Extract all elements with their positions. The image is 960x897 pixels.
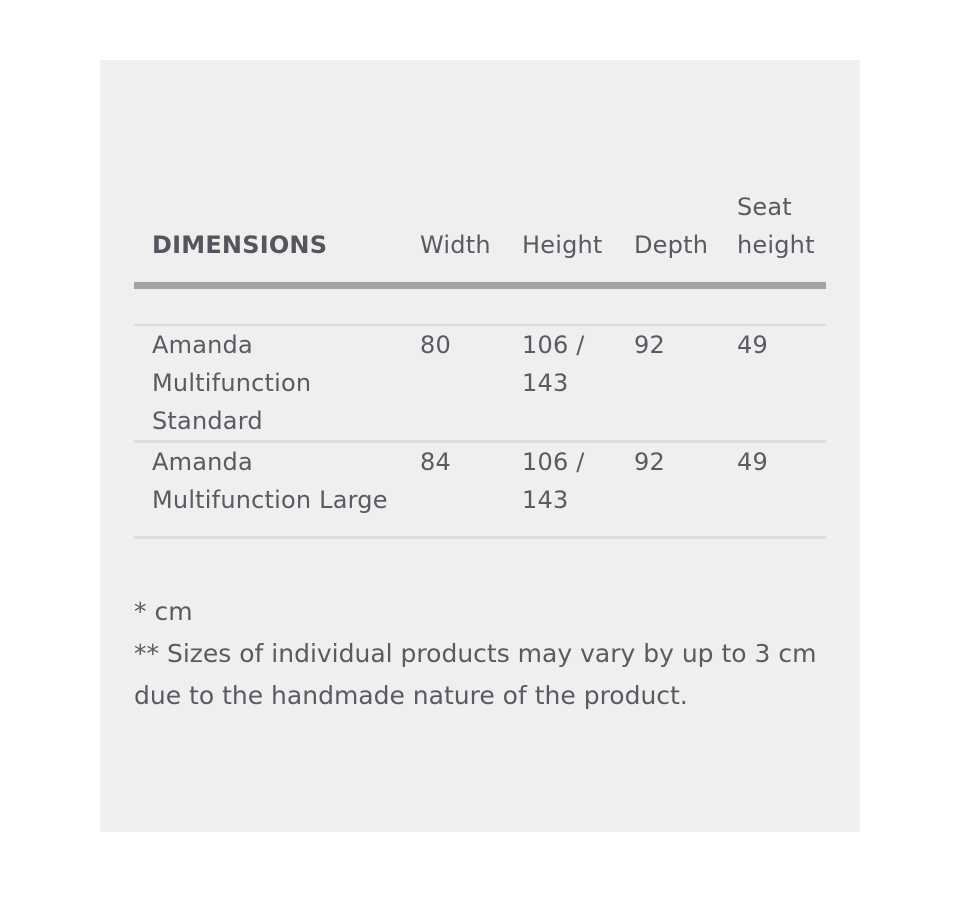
table-row <box>134 325 826 442</box>
variation-disclaimer: ** Sizes of individual products may vary by up to 3 cm due to the handmade nature of the product. <box>134 639 817 710</box>
column-header-seat-height: Seat height <box>737 193 815 259</box>
column-header-height: Height <box>522 231 603 259</box>
width-cell: 80 <box>420 325 522 442</box>
product-name-cell: Amanda Multifunction Standard <box>134 325 420 442</box>
dimensions-panel <box>100 60 860 832</box>
depth-cell: 92 <box>634 325 737 442</box>
width-cell: 84 <box>420 442 522 538</box>
seat-height-cell: 49 <box>737 442 826 538</box>
table-spacer-row <box>134 286 826 326</box>
height-cell: 106 / 143 <box>522 442 634 538</box>
seat-height-cell: 49 <box>737 325 826 442</box>
depth-cell: 92 <box>634 442 737 538</box>
column-header-width: Width <box>420 231 491 259</box>
table-row <box>134 442 826 538</box>
column-header-depth: Depth <box>634 231 709 259</box>
height-cell: 106 / 143 <box>522 325 634 442</box>
dimensions-table <box>134 188 826 539</box>
unit-note: * cm <box>134 597 193 626</box>
table-title: DIMENSIONS <box>152 231 328 259</box>
table-spacer-cell <box>134 286 826 326</box>
table-footnotes <box>134 591 824 717</box>
table-header-row <box>134 188 826 286</box>
product-name-cell: Amanda Multifunction Large <box>134 442 420 538</box>
